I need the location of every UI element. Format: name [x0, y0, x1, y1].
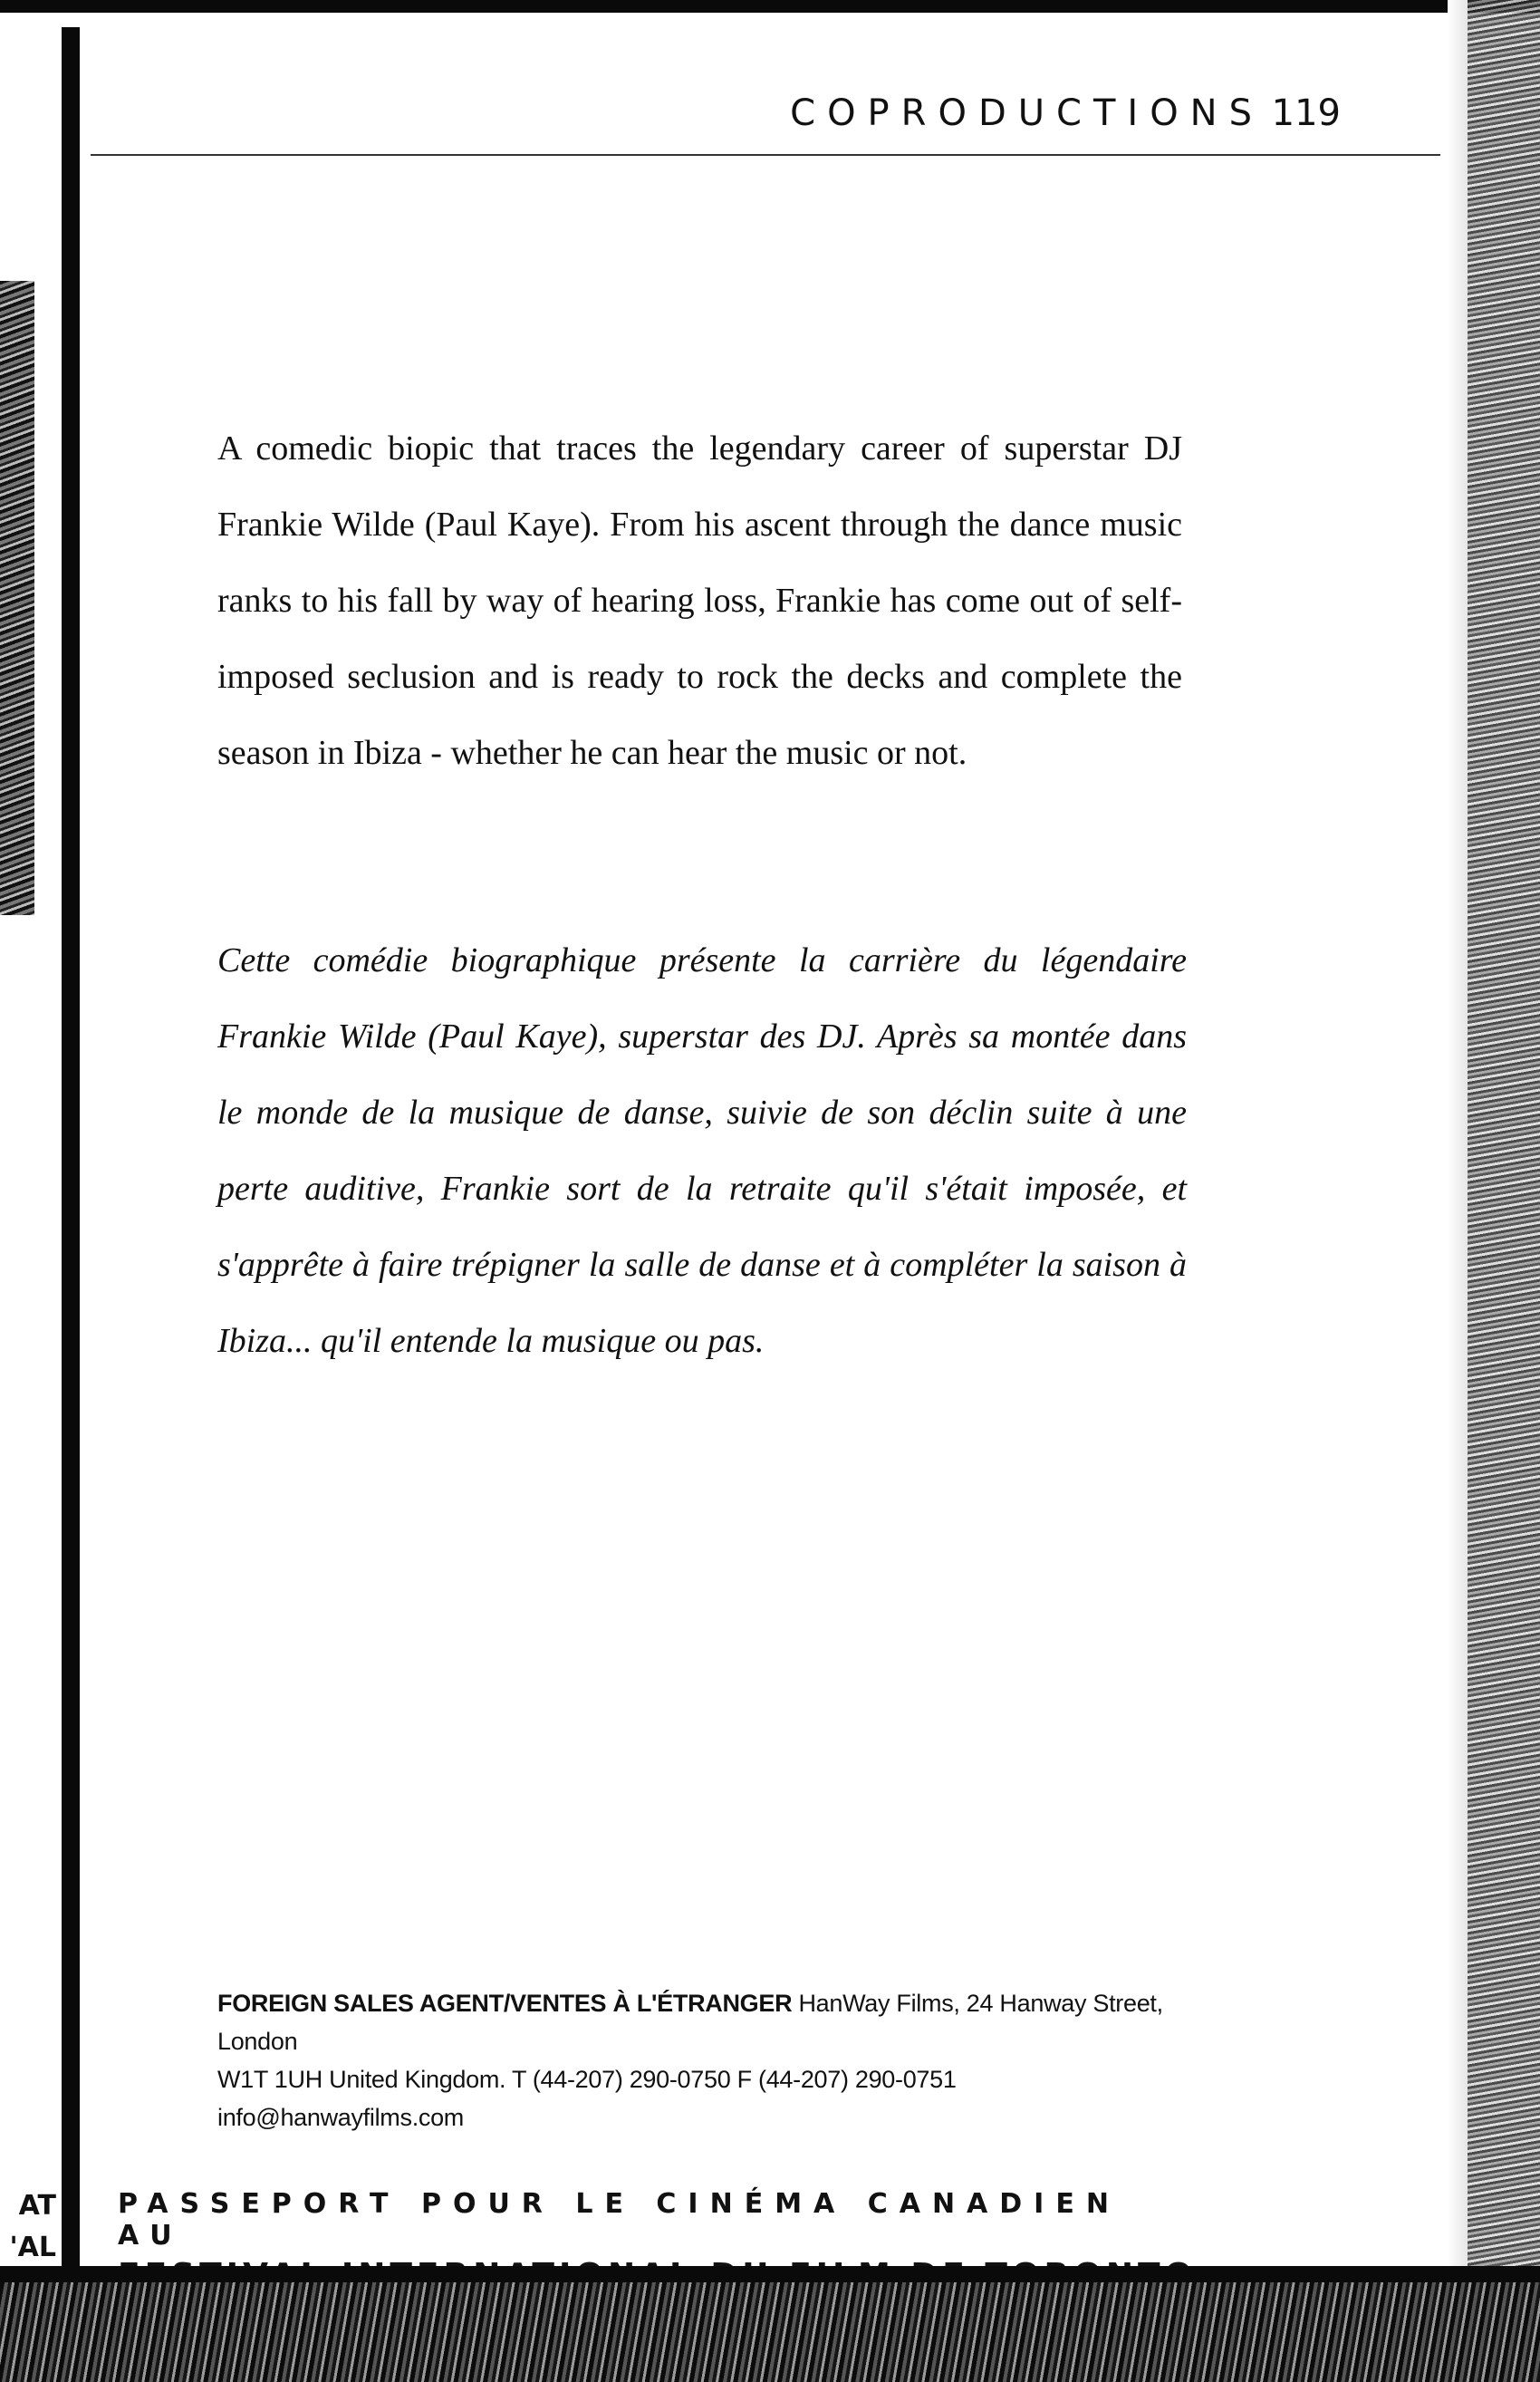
previous-page-line2: 'AL: [9, 2232, 56, 2263]
sales-agent-block: [217, 1984, 1196, 2136]
previous-page-photo: [0, 281, 34, 915]
binding-bar: [62, 27, 80, 2274]
sales-agent-address: HanWay Films, 24 Hanway Street, London: [217, 1990, 1163, 2055]
footer-line1: PASSEPORT POUR LE CINÉMA CANADIEN AU: [118, 2188, 1121, 2252]
previous-page-line1: AT: [18, 2190, 56, 2222]
sales-agent-contact: W1T 1UH United Kingdom. T (44-207) 290-0750 F (44-207) 290-0751 info@hanwayfilms.com: [217, 2066, 957, 2131]
page-header: [0, 83, 1440, 138]
next-page-edge: [1468, 0, 1540, 2382]
bottom-photo-strip: [0, 2282, 1540, 2382]
synopsis-french: Cette comédie biographique présente la carrière du légendaire Frankie Wilde (Paul Kaye), superstar des DJ. Après sa montée dans le monde de la musique de danse, suivie de son déclin suite à une perte auditive, Frankie sort de la retraite qu'il s'était imposée, et s'apprête à faire trépigner la salle de danse et à compléter la saison à Ibiza... qu'il entende la musique ou pas.: [217, 941, 1187, 1360]
header-rule: [91, 154, 1440, 156]
page-edge-shadow: [1448, 0, 1468, 2382]
sales-agent-label: FOREIGN SALES AGENT/VENTES À L'ÉTRANGER: [217, 1990, 793, 2017]
previous-page-fragment: [0, 2185, 56, 2269]
page-number: 119: [1271, 92, 1341, 134]
synopsis-english: A comedic biopic that traces the legendary career of superstar DJ Frankie Wilde (Paul Kaye). From his ascent through the dance music ranks to his fall by way of hearing loss, Frankie has come out of self-imposed seclusion and is ready to rock the decks and complete the season in Ibiza - whether he can hear the music or not.: [217, 429, 1182, 772]
section-title: COPRODUCTIONS: [790, 92, 1264, 134]
top-edge: [0, 0, 1540, 13]
bottom-band: [0, 2266, 1540, 2282]
